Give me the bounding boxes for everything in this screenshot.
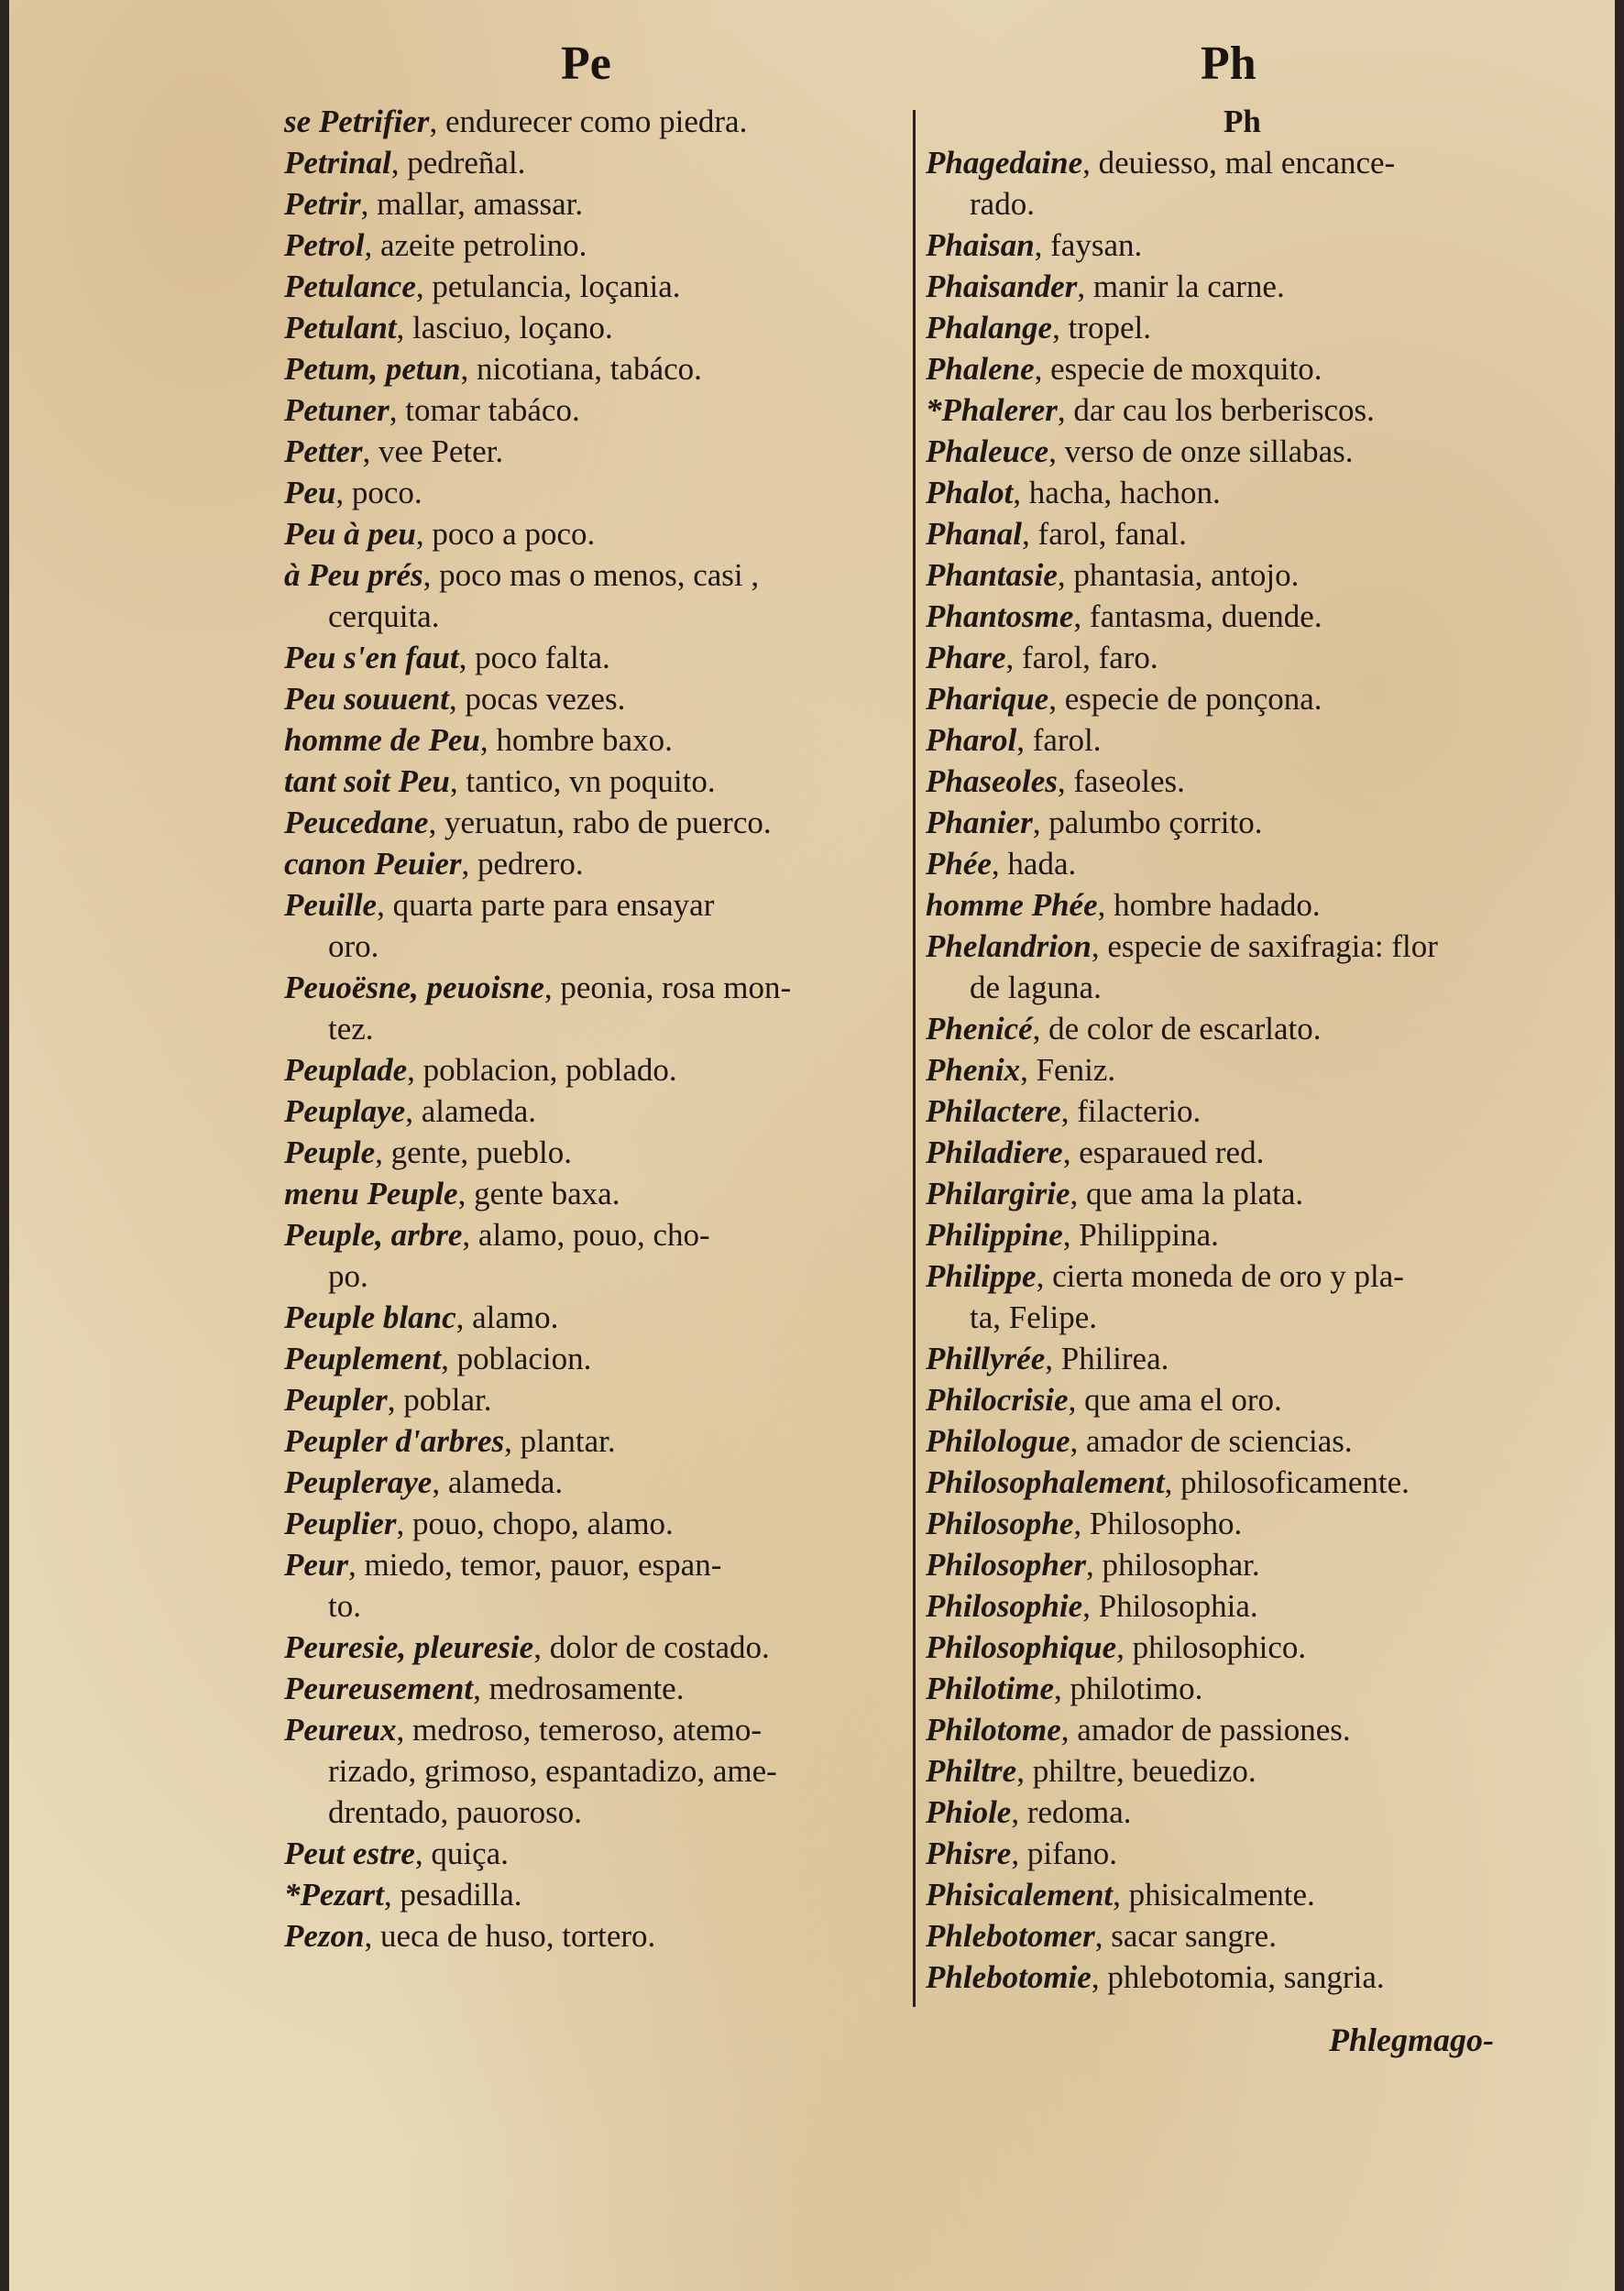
entry-headword: Philosophique <box>926 1629 1117 1665</box>
dictionary-entry <box>926 1214 1549 1255</box>
entry-definition: , azeite petrolino. <box>364 227 587 263</box>
entry-definition: , quarta parte para ensayar <box>377 887 715 923</box>
entry-definition: , Philosophia. <box>1082 1588 1258 1624</box>
entry-definition: , philosophar. <box>1086 1547 1260 1583</box>
entry-definition: , fantasma, duende. <box>1073 598 1322 634</box>
entry-definition: , Philippina. <box>1062 1217 1219 1253</box>
entry-headword: Phaisan <box>926 227 1035 263</box>
entry-headword: *Phalerer <box>926 392 1058 428</box>
entry-headword: Peut estre <box>284 1836 415 1871</box>
dictionary-entry <box>284 1709 898 1750</box>
dictionary-entry <box>926 678 1549 719</box>
entry-definition: , pifano. <box>1011 1836 1118 1871</box>
entry-definition: , lasciuo, loçano. <box>396 310 613 345</box>
entry-definition: , pedrero. <box>461 846 584 882</box>
entry-headword: Phalene <box>926 351 1035 387</box>
entry-definition: , ueca de huso, tortero. <box>364 1918 656 1954</box>
entry-headword: Petrinal <box>284 145 391 181</box>
entry-definition: , alamo. <box>455 1299 559 1335</box>
entry-definition: , quiça. <box>414 1836 509 1871</box>
entry-headword: Philosophe <box>926 1506 1074 1541</box>
entry-headword: Phillyrée <box>926 1341 1046 1376</box>
entry-headword: homme de Peu <box>284 722 480 758</box>
column-header-left: Pe <box>561 38 611 90</box>
entry-definition: , palumbo çorrito. <box>1032 805 1263 840</box>
dictionary-entry <box>926 1544 1549 1585</box>
dictionary-entry <box>284 596 898 637</box>
entry-definition: , pouo, chopo, alamo. <box>396 1506 674 1541</box>
entry-definition: , philosophico. <box>1116 1629 1307 1665</box>
entry-definition: , philosoficamente. <box>1164 1464 1410 1500</box>
dictionary-entry <box>926 1668 1549 1709</box>
entry-definition: , endurecer como piedra. <box>429 104 748 139</box>
entry-headword: Peuplaye <box>284 1093 406 1129</box>
dictionary-entry <box>926 1338 1549 1379</box>
entry-headword: Phlebotomer <box>926 1918 1095 1954</box>
entry-headword: Peupler <box>284 1382 388 1418</box>
entry-definition: , medrosamente. <box>473 1671 685 1706</box>
entry-headword: Petum, petun <box>284 351 461 387</box>
dictionary-page <box>9 0 1615 2291</box>
entry-headword: Peuplade <box>284 1052 408 1088</box>
entry-headword: Peur <box>284 1547 348 1583</box>
entry-definition: , que ama la plata. <box>1070 1176 1304 1211</box>
entry-definition: , especie de moxquito. <box>1034 351 1322 387</box>
dictionary-entry <box>284 1874 898 1915</box>
dictionary-entry <box>284 1132 898 1173</box>
entry-headword: Phée <box>926 846 992 882</box>
dictionary-entry <box>926 225 1549 266</box>
dictionary-entry <box>284 389 898 431</box>
entry-headword: Philosophie <box>926 1588 1083 1624</box>
dictionary-entry <box>284 266 898 307</box>
dictionary-entry <box>926 266 1549 307</box>
entry-headword: Peupleraye <box>284 1464 433 1500</box>
dictionary-entry <box>926 843 1549 884</box>
dictionary-entry <box>926 1915 1549 1957</box>
entry-definition: , especie de ponçona. <box>1048 681 1322 717</box>
entry-headword: canon Peuier <box>284 846 462 882</box>
entry-headword: Phisre <box>926 1836 1012 1871</box>
entry-definition: de laguna. <box>970 970 1102 1005</box>
dictionary-entry <box>284 1379 898 1420</box>
dictionary-entry <box>926 1585 1549 1627</box>
entry-headword: Phanal <box>926 516 1023 552</box>
entry-definition: , manir la carne. <box>1077 269 1285 304</box>
entry-headword: Philippine <box>926 1217 1063 1253</box>
entry-headword: tant soit Peu <box>284 763 450 799</box>
dictionary-entry <box>284 1255 898 1297</box>
entry-headword: Phenicé <box>926 1011 1033 1047</box>
entry-definition: cerquita. <box>328 598 440 634</box>
left-column <box>284 101 898 1957</box>
dictionary-entry <box>284 307 898 348</box>
entry-definition: , philotimo. <box>1054 1671 1203 1706</box>
dictionary-entry <box>284 1214 898 1255</box>
entry-headword: homme Phée <box>926 887 1098 923</box>
entry-definition: , faseoles. <box>1057 763 1185 799</box>
entry-headword: Peuresie, pleuresie <box>284 1629 534 1665</box>
dictionary-entry <box>284 1049 898 1091</box>
entry-headword: à Peu prés <box>284 557 423 593</box>
entry-definition: , poco falta. <box>458 640 610 675</box>
entry-definition: , especie de saxifragia: flor <box>1091 928 1438 964</box>
entry-headword: Phisicalement <box>926 1877 1114 1913</box>
entry-definition: , pedreñal. <box>390 145 526 181</box>
entry-headword: Philactere <box>926 1093 1061 1129</box>
entry-definition: drentado, pauoroso. <box>328 1794 583 1830</box>
entry-definition: , dolor de costado. <box>533 1629 770 1665</box>
catchword: Phlegmago- <box>1329 2022 1494 2058</box>
entry-headword: Phantasie <box>926 557 1058 593</box>
entry-definition: , poblar. <box>387 1382 492 1418</box>
entry-definition: , cierta moneda de oro y pla- <box>1036 1258 1404 1294</box>
dictionary-entry <box>926 637 1549 678</box>
entry-definition: , mallar, amassar. <box>360 186 584 222</box>
entry-definition: , plantar. <box>504 1423 616 1459</box>
entry-headword: Philadiere <box>926 1135 1063 1170</box>
entry-definition: rizado, grimoso, espantadizo, ame- <box>328 1753 777 1789</box>
entry-definition: , poco. <box>335 475 422 510</box>
dictionary-entry <box>284 1750 898 1792</box>
dictionary-entry <box>926 431 1549 472</box>
entry-headword: Philtre <box>926 1753 1017 1789</box>
dictionary-entry <box>284 761 898 802</box>
entry-definition: , filacterio. <box>1060 1093 1202 1129</box>
entry-headword: Peuoësne, peuoisne <box>284 970 544 1005</box>
entry-headword: Peuple, arbre <box>284 1217 463 1253</box>
entry-definition: , poco a poco. <box>415 516 596 552</box>
entry-headword: Peuple <box>284 1135 376 1170</box>
entry-definition: , petulancia, loçania. <box>415 269 681 304</box>
dictionary-entry <box>926 761 1549 802</box>
dictionary-entry <box>284 1008 898 1049</box>
dictionary-entry <box>284 348 898 389</box>
dictionary-entry <box>284 1792 898 1833</box>
entry-headword: Peureux <box>284 1712 397 1748</box>
entry-headword: Peureusement <box>284 1671 474 1706</box>
dictionary-entry <box>284 1668 898 1709</box>
entry-headword: Phaisander <box>926 269 1078 304</box>
dictionary-entry <box>284 1627 898 1668</box>
dictionary-entry <box>926 1420 1549 1462</box>
dictionary-entry <box>926 1132 1549 1173</box>
dictionary-entry <box>926 307 1549 348</box>
entry-definition: , deuiesso, mal encance- <box>1082 145 1396 181</box>
dictionary-entry <box>926 1008 1549 1049</box>
dictionary-entry <box>284 225 898 266</box>
entry-definition: , nicotiana, tabáco. <box>460 351 702 387</box>
entry-headword: Petuner <box>284 392 390 428</box>
entry-headword: Peuille <box>284 887 378 923</box>
entry-headword: Peu à peu <box>284 516 416 552</box>
entry-definition: , poco mas o menos, casi , <box>422 557 760 593</box>
entry-headword: Peucedane <box>284 805 429 840</box>
entry-headword: Phanier <box>926 805 1033 840</box>
entry-headword: Peu s'en faut <box>284 640 459 675</box>
entry-definition: , hada. <box>991 846 1077 882</box>
dictionary-entry <box>284 1297 898 1338</box>
entry-headword: Philotome <box>926 1712 1061 1748</box>
dictionary-entry <box>284 1503 898 1544</box>
entry-headword: Peu souuent <box>284 681 449 717</box>
dictionary-entry <box>284 101 898 142</box>
dictionary-entry <box>926 1255 1549 1297</box>
entry-definition: rado. <box>970 186 1035 222</box>
dictionary-entry <box>926 1833 1549 1874</box>
dictionary-entry <box>926 1462 1549 1503</box>
entry-definition: , pesadilla. <box>383 1877 522 1913</box>
dictionary-entry <box>926 926 1549 967</box>
column-divider <box>913 110 916 2007</box>
column-header-right: Ph <box>1201 38 1256 90</box>
entry-definition: , farol, faro. <box>1005 640 1158 675</box>
entry-definition: , peonia, rosa mon- <box>543 970 792 1005</box>
dictionary-entry <box>284 1544 898 1585</box>
dictionary-entry <box>926 1049 1549 1091</box>
dictionary-entry <box>284 843 898 884</box>
entry-definition: , de color de escarlato. <box>1032 1011 1322 1047</box>
entry-definition: ta, Felipe. <box>970 1299 1097 1335</box>
dictionary-entry <box>926 554 1549 596</box>
dictionary-entry <box>926 1379 1549 1420</box>
entry-headword: Philosopher <box>926 1547 1087 1583</box>
right-subhead: Ph <box>1223 104 1261 139</box>
entry-definition: , hacha, hachon. <box>1013 475 1221 510</box>
dictionary-entry <box>926 884 1549 926</box>
entry-definition: , farol. <box>1016 722 1102 758</box>
dictionary-entry <box>284 1462 898 1503</box>
entry-definition: , alamo, pouo, cho- <box>462 1217 710 1253</box>
dictionary-entry <box>284 1915 898 1957</box>
entry-definition: , dar cau los berberiscos. <box>1057 392 1375 428</box>
entry-definition: , sacar sangre. <box>1094 1918 1277 1954</box>
dictionary-entry <box>926 596 1549 637</box>
entry-definition: , esparaued red. <box>1062 1135 1265 1170</box>
entry-headword: Peuplier <box>284 1506 397 1541</box>
entry-definition: , amador de sciencias. <box>1070 1423 1353 1459</box>
entry-headword: Petulant <box>284 310 397 345</box>
entry-headword: Phelandrion <box>926 928 1092 964</box>
entry-headword: Pharol <box>926 722 1017 758</box>
entry-headword: Phagedaine <box>926 145 1083 181</box>
dictionary-entry <box>926 1874 1549 1915</box>
entry-definition: , philtre, beuedizo. <box>1016 1753 1256 1789</box>
entry-definition: , verso de onze sillabas. <box>1048 433 1354 469</box>
dictionary-entry <box>926 802 1549 843</box>
entry-definition: , tomar tabáco. <box>389 392 580 428</box>
entry-headword: Petulance <box>284 269 416 304</box>
entry-definition: to. <box>328 1588 361 1624</box>
dictionary-entry <box>284 142 898 183</box>
entry-headword: Phiole <box>926 1794 1012 1830</box>
dictionary-entry <box>284 554 898 596</box>
entry-definition: , Philosopho. <box>1073 1506 1243 1541</box>
entry-definition: , pocas vezes. <box>448 681 626 717</box>
dictionary-entry <box>284 1091 898 1132</box>
entry-definition: , phisicalmente. <box>1113 1877 1315 1913</box>
entry-definition: , poblacion, poblado. <box>407 1052 677 1088</box>
entry-headword: Phalot <box>926 475 1014 510</box>
dictionary-entry <box>926 513 1549 554</box>
entry-definition: , gente baxa. <box>457 1176 620 1211</box>
entry-headword: Phaseoles <box>926 763 1058 799</box>
dictionary-entry <box>284 1833 898 1874</box>
dictionary-entry <box>926 1503 1549 1544</box>
dictionary-entry <box>284 1585 898 1627</box>
entry-definition: po. <box>328 1258 368 1294</box>
entry-definition: , yeruatun, rabo de puerco. <box>428 805 772 840</box>
entry-definition: , poblacion. <box>441 1341 592 1376</box>
entry-headword: Philologue <box>926 1423 1070 1459</box>
entry-headword: Phenix <box>926 1052 1021 1088</box>
entry-definition: , tantico, vn poquito. <box>449 763 716 799</box>
dictionary-entry <box>284 637 898 678</box>
entry-headword: Peuple blanc <box>284 1299 456 1335</box>
entry-headword: Philotime <box>926 1671 1054 1706</box>
dictionary-entry <box>284 183 898 225</box>
dictionary-entry <box>926 348 1549 389</box>
dictionary-entry <box>284 472 898 513</box>
dictionary-entry <box>284 431 898 472</box>
dictionary-entry <box>284 678 898 719</box>
entry-headword: Phlebotomie <box>926 1959 1092 1995</box>
entry-definition: , Philirea. <box>1045 1341 1169 1376</box>
dictionary-entry <box>926 1750 1549 1792</box>
entry-definition: , hombre hadado. <box>1097 887 1321 923</box>
entry-definition: , faysan. <box>1034 227 1143 263</box>
dictionary-entry <box>926 1709 1549 1750</box>
right-column <box>926 101 1549 1998</box>
entry-headword: Philocrisie <box>926 1382 1069 1418</box>
entry-definition: , hombre baxo. <box>479 722 673 758</box>
entry-headword: Peupler d'arbres <box>284 1423 505 1459</box>
entry-headword: Phaleuce <box>926 433 1049 469</box>
entry-headword: Philosophalement <box>926 1464 1165 1500</box>
dictionary-entry <box>284 802 898 843</box>
entry-headword: Pezon <box>284 1918 365 1954</box>
entry-headword: Phare <box>926 640 1006 675</box>
entry-definition: , medroso, temeroso, atemo- <box>396 1712 763 1748</box>
entry-definition: , farol, fanal. <box>1022 516 1187 552</box>
entry-definition: , redoma. <box>1011 1794 1132 1830</box>
entry-headword: Peuplement <box>284 1341 442 1376</box>
entry-definition: , phantasia, antojo. <box>1057 557 1300 593</box>
entry-definition: , Feniz. <box>1020 1052 1116 1088</box>
dictionary-entry <box>926 1627 1549 1668</box>
dictionary-entry <box>926 967 1549 1008</box>
dictionary-entry <box>284 967 898 1008</box>
entry-headword: se Petrifier <box>284 104 430 139</box>
dictionary-entry <box>284 926 898 967</box>
dictionary-entry <box>926 142 1549 183</box>
dictionary-entry <box>926 1173 1549 1214</box>
entry-definition: , phlebotomia, sangria. <box>1091 1959 1385 1995</box>
dictionary-entry <box>284 1338 898 1379</box>
dictionary-entry <box>926 719 1549 761</box>
dictionary-entry <box>926 389 1549 431</box>
dictionary-entry <box>926 472 1549 513</box>
entry-definition: oro. <box>328 928 379 964</box>
entry-definition: , amador de passiones. <box>1060 1712 1351 1748</box>
entry-definition: , vee Peter. <box>362 433 504 469</box>
entry-headword: Phantosme <box>926 598 1074 634</box>
entry-headword: Philippe <box>926 1258 1037 1294</box>
dictionary-entry <box>926 1957 1549 1998</box>
dictionary-entry <box>926 1297 1549 1338</box>
entry-definition: , gente, pueblo. <box>375 1135 572 1170</box>
entry-definition: , alameda. <box>405 1093 537 1129</box>
dictionary-entry <box>284 1173 898 1214</box>
entry-headword: Petrir <box>284 186 361 222</box>
dictionary-entry <box>284 1420 898 1462</box>
entry-definition: tez. <box>328 1011 374 1047</box>
entry-definition: , que ama el oro. <box>1068 1382 1282 1418</box>
entry-headword: *Pezart <box>284 1877 384 1913</box>
entry-definition: , tropel. <box>1052 310 1151 345</box>
dictionary-entry <box>926 1792 1549 1833</box>
dictionary-entry <box>926 183 1549 225</box>
entry-headword: Philargirie <box>926 1176 1070 1211</box>
entry-definition: , miedo, temor, pauor, espan- <box>348 1547 722 1583</box>
entry-headword: Peu <box>284 475 336 510</box>
entry-headword: Petter <box>284 433 363 469</box>
dictionary-entry <box>926 1091 1549 1132</box>
dictionary-entry <box>284 513 898 554</box>
dictionary-entry <box>284 719 898 761</box>
dictionary-entry <box>284 884 898 926</box>
entry-headword: menu Peuple <box>284 1176 458 1211</box>
entry-definition: , alameda. <box>432 1464 564 1500</box>
entry-headword: Pharique <box>926 681 1049 717</box>
entry-headword: Petrol <box>284 227 365 263</box>
entry-headword: Phalange <box>926 310 1053 345</box>
